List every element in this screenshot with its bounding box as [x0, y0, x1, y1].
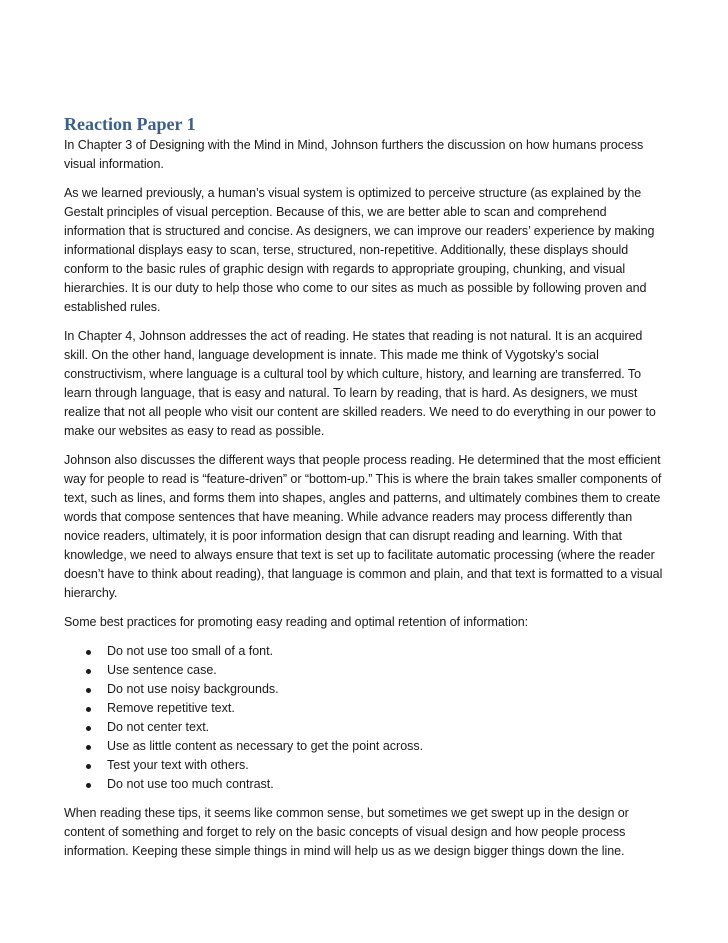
- paragraph-best-practices-intro: Some best practices for promoting easy reading and optimal retention of information:: [64, 615, 529, 629]
- paragraph-chapter-4: In Chapter 4, Johnson addresses the act of reading. He states that reading is not natural. It is an acquired skill. On the other hand, language development is innate. This made me think of Vygotsky’s social constructivism, where language is a cultural tool by which culture, history, and learning are transferred. To learn through language, that is easy and natural. To learn by reading, that is hard. As designers, we must realize that not all people who visit our content are skilled readers. We need to do everything in our power to make our websites as easy to read as possible.: [64, 329, 656, 438]
- list-item: [64, 756, 666, 775]
- paragraph-intro: In Chapter 3 of Designing with the Mind in Mind, Johnson furthers the discussion on how humans process visual information.: [64, 138, 644, 171]
- list-item-text: Do not center text.: [107, 720, 210, 734]
- list-item-text: Use sentence case.: [107, 663, 217, 677]
- paragraph-closing: When reading these tips, it seems like common sense, but sometimes we get swept up in the design or content of something and forget to rely on the basic concepts of visual design and how people process information. Keeping these simple things in mind will help us as we design bigger things down the line.: [64, 806, 629, 858]
- list-item-text: Do not use too small of a font.: [107, 644, 274, 658]
- bullet-icon: [86, 688, 91, 693]
- document-page: [64, 112, 666, 871]
- bullet-icon: [86, 726, 91, 731]
- list-item: [64, 775, 666, 794]
- paper-title: Reaction Paper 1: [64, 114, 196, 134]
- list-item: [64, 718, 666, 737]
- list-item-text: Use as little content as necessary to get the point across.: [107, 739, 424, 753]
- list-item-text: Do not use noisy backgrounds.: [107, 682, 279, 696]
- list-item: [64, 737, 666, 756]
- list-item-text: Test your text with others.: [107, 758, 249, 772]
- bullet-icon: [86, 783, 91, 788]
- list-item-text: Do not use too much contrast.: [107, 777, 274, 791]
- list-item: [64, 699, 666, 718]
- best-practices-list: [64, 642, 666, 794]
- bullet-icon: [86, 707, 91, 712]
- bullet-icon: [86, 764, 91, 769]
- list-item: [64, 661, 666, 680]
- list-item-text: Remove repetitive text.: [107, 701, 235, 715]
- bullet-icon: [86, 650, 91, 655]
- paragraph-visual-system: As we learned previously, a human’s visual system is optimized to perceive structure (as explained by the Gestalt principles of visual perception. Because of this, we are better able to scan and comprehend information that is structured and concise. As designers, we can improve our readers’ experience by making informational displays easy to scan, terse, structured, non-repetitive. Additionally, these displays should conform to the basic rules of graphic design with regards to appropriate grouping, chunking, and visual hierarchies. It is our duty to help those who come to our sites as much as possible by following proven and established rules.: [64, 186, 655, 314]
- paragraph-reading-process: Johnson also discusses the different ways that people process reading. He determined that the most efficient way for people to read is “feature-driven” or “bottom-up.” This is where the brain takes smaller components of text, such as lines, and forms them into shapes, angles and patterns, and ultimately combines them to create words that compose sentences that have meaning. While advance readers may process differently than novice readers, ultimately, it is poor information design that can disrupt reading and learning. With that knowledge, we need to always ensure that text is set up to facilitate automatic processing (where the reader doesn’t have to think about reading), that language is common and plain, and that text is formatted to a visual hierarchy.: [64, 453, 663, 600]
- bullet-icon: [86, 745, 91, 750]
- list-item: [64, 642, 666, 661]
- list-item: [64, 680, 666, 699]
- bullet-icon: [86, 669, 91, 674]
